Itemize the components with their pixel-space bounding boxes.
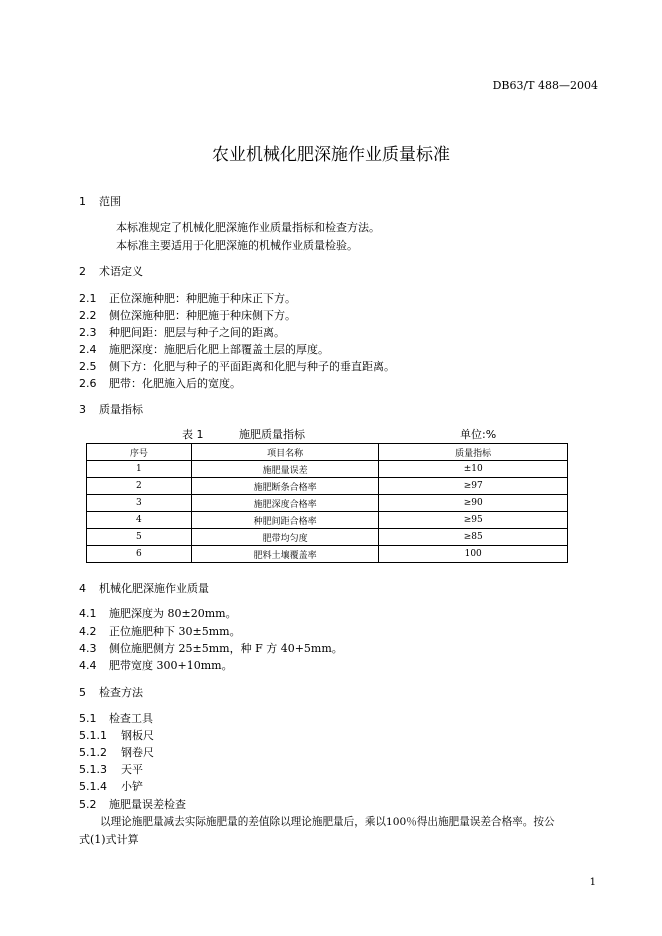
clause-item [79,358,395,374]
page-number: 1 [589,877,596,888]
subclause [79,744,154,760]
table-row [87,512,568,529]
clause-number: 2.5 [79,360,97,373]
table-cell: 种肥间距合格率 [191,512,379,529]
clause-text: 侧位施肥侧方 25±5mm，种 F 方 40+5mm。 [109,642,343,655]
subclause [79,761,143,777]
table-caption-label: 表 1 [182,428,204,441]
table-cell: 6 [87,546,192,563]
clause-item [79,605,237,621]
table-cell: 肥带均匀度 [191,529,379,546]
clause-item [79,307,296,323]
section-number: 3 [79,403,86,416]
subclause-number: 5.1.4 [79,780,107,793]
section-number: 2 [79,265,86,278]
table-cell: ≥90 [379,495,568,512]
clause-text: 侧下方：化肥与种子的平面距离和化肥与种子的垂直距离。 [109,360,395,373]
clause-number: 4.1 [79,607,97,620]
clause-item [79,341,329,357]
table-header-row [87,444,568,461]
subclause [79,727,154,743]
subclause-number: 5.1 [79,712,97,725]
column-header: 序号 [87,444,192,461]
clause-item [79,290,296,306]
subclause-text: 钢卷尺 [121,746,154,759]
clause-number: 4.4 [79,659,97,672]
document-title: 农业机械化肥深施作业质量标准 [212,145,450,165]
paragraph: 以理论施肥量减去实际施肥量的差值除以理论施肥量后，乘以100％得出施肥量误差合格率。按公 [100,816,555,828]
table-cell: 施肥断条合格率 [191,478,379,495]
table-cell: 2 [87,478,192,495]
subclause [79,778,143,794]
section-title: 范围 [99,195,121,208]
clause-item [79,375,241,391]
section-number: 1 [79,195,86,208]
subclause-text: 施肥量误差检查 [109,798,186,811]
subclause-number: 5.1.2 [79,746,107,759]
section-title: 质量指标 [99,403,143,416]
clause-text: 正位深施种肥：种肥施于种床正下方。 [109,292,296,305]
column-header: 质量指标 [379,444,568,461]
paragraph: 式(1)式计算 [79,833,139,846]
clause-text: 正位施肥种下 30±5mm。 [109,625,241,638]
table-unit: 单位:% [460,428,497,441]
section-heading [79,401,143,417]
subclause-text: 小铲 [121,780,143,793]
clause-text: 施肥深度：施肥后化肥上部覆盖土层的厚度。 [109,343,329,356]
table-cell: 1 [87,461,192,478]
table-cell: ≥85 [379,529,568,546]
section-heading [79,580,209,596]
section-heading [79,193,121,209]
section-number: 5 [79,686,86,699]
section-heading [79,684,143,700]
section-title: 检查方法 [99,686,143,699]
paragraph: 本标准主要适用于化肥深施的机械作业质量检验。 [116,239,358,252]
subclause-text: 检查工具 [109,712,153,725]
table-cell: ±10 [379,461,568,478]
subclause-text: 钢板尺 [121,729,154,742]
section-title: 术语定义 [99,265,143,278]
clause-text: 侧位深施种肥：种肥施于种床侧下方。 [109,309,296,322]
clause-item [79,324,285,340]
document-code: DB63/T 488—2004 [492,79,598,92]
table-row [87,495,568,512]
table-cell: 5 [87,529,192,546]
column-header: 项目名称 [191,444,379,461]
table-cell: 施肥深度合格率 [191,495,379,512]
subclause-number: 5.2 [79,798,97,811]
table-cell: 施肥量误差 [191,461,379,478]
subclause-text: 天平 [121,763,143,776]
subclause [79,796,186,812]
subclause-number: 5.1.3 [79,763,107,776]
paragraph: 本标准规定了机械化肥深施作业质量指标和检查方法。 [116,221,380,234]
clause-number: 4.2 [79,625,97,638]
clause-number: 2.2 [79,309,97,322]
table-cell: 4 [87,512,192,529]
section-number: 4 [79,582,86,595]
clause-number: 2.1 [79,292,97,305]
table-cell: ≥95 [379,512,568,529]
table-cell: ≥97 [379,478,568,495]
clause-number: 4.3 [79,642,97,655]
clause-number: 2.6 [79,377,97,390]
table-row [87,461,568,478]
table-cell: 3 [87,495,192,512]
subclause [79,710,153,726]
clause-number: 2.3 [79,326,97,339]
quality-index-table [86,443,568,563]
clause-item [79,640,343,656]
clause-text: 施肥深度为 80±20mm。 [109,607,237,620]
table-row [87,478,568,495]
section-heading [79,263,143,279]
table-row [87,529,568,546]
clause-text: 肥带：化肥施入后的宽度。 [109,377,241,390]
clause-number: 2.4 [79,343,97,356]
clause-item [79,623,241,639]
table-cell: 100 [379,546,568,563]
clause-item [79,657,233,673]
table-cell: 肥料土壤覆盖率 [191,546,379,563]
subclause-number: 5.1.1 [79,729,107,742]
clause-text: 肥带宽度 300+10mm。 [109,659,233,672]
section-title: 机械化肥深施作业质量 [99,582,209,595]
table-caption-title: 施肥质量指标 [239,428,305,441]
table-row [87,546,568,563]
clause-text: 种肥间距：肥层与种子之间的距离。 [109,326,285,339]
